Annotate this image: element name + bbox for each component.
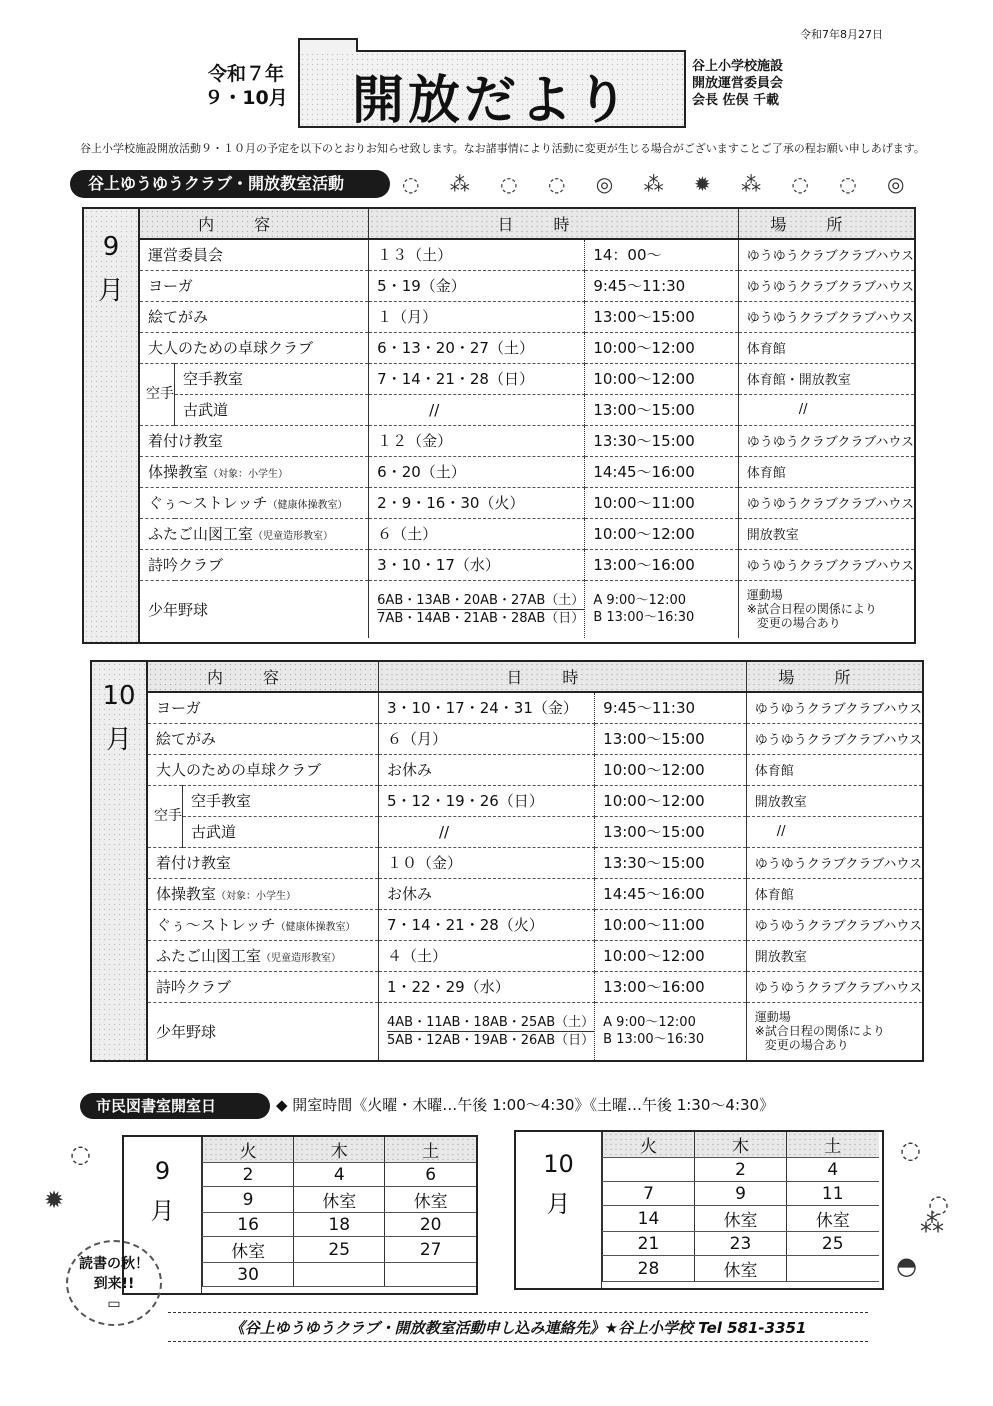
calendar-cell: 28 — [603, 1256, 695, 1282]
time-line-1: A 9:00～12:00 — [603, 1015, 696, 1031]
calendar-cell: 25 — [787, 1232, 879, 1256]
activity-time: 10:00～12:00 — [585, 363, 738, 394]
header-datetime: 日時 — [379, 662, 747, 692]
section-title-club: 谷上ゆうゆうクラブ・開放教室活動 — [70, 170, 390, 198]
place-line-2: ※試合日程の関係により — [746, 602, 877, 617]
issue-months: ９・10月 — [204, 87, 288, 109]
activity-time: 14：00～ — [585, 239, 738, 270]
table-row — [140, 301, 914, 332]
activity-date: 2・9・16・30（火） — [369, 487, 585, 518]
table-row — [140, 394, 914, 425]
calendar-cell — [385, 1263, 476, 1287]
activity-date: ６（土） — [369, 518, 585, 549]
calendar-row — [203, 1163, 477, 1187]
fruit-icon: ◌ — [70, 1140, 91, 1168]
activity-note: （健康体操教室） — [267, 500, 348, 511]
activity-name: ヨーガ — [140, 270, 369, 301]
activity-place: 体育館・開放教室 — [738, 363, 914, 394]
activity-place: ゆうゆうクラブクラブハウス — [738, 301, 914, 332]
activity-time: 10:00～12:00 — [595, 754, 747, 785]
activity-time: 13:00～15:00 — [585, 394, 738, 425]
activity-date: 7・14・21・28（日） — [369, 363, 585, 394]
activity-name: 運営委員会 — [140, 239, 369, 270]
activity-place: 開放教室 — [746, 785, 922, 816]
table-row — [148, 754, 922, 785]
calendar-cell: 27 — [385, 1237, 476, 1263]
table-row — [148, 723, 922, 754]
activity-place: ゆうゆうクラブクラブハウス — [738, 239, 914, 270]
calendar-cell — [787, 1256, 879, 1282]
activity-place: ゆうゆうクラブクラブハウス — [738, 425, 914, 456]
activity-time: 14:45～16:00 — [585, 456, 738, 487]
calendar-cell: 14 — [603, 1206, 695, 1232]
calendar-row — [603, 1206, 879, 1232]
calendar-row — [603, 1182, 879, 1206]
calendar-cell: 16 — [203, 1213, 294, 1237]
activity-time: 13:30～15:00 — [595, 847, 747, 878]
october-library-calendar — [514, 1130, 884, 1290]
calendar-row — [203, 1237, 477, 1263]
september-month-label — [84, 209, 140, 642]
time-line-2: B 13:00～16:30 — [593, 610, 695, 626]
september-library-calendar — [122, 1135, 478, 1295]
october-schedule — [90, 660, 924, 1062]
activity-date: １０（金） — [379, 847, 595, 878]
table-row — [140, 425, 914, 456]
activity-date: ６（月） — [379, 723, 595, 754]
calendar-cell: 休室 — [203, 1237, 294, 1263]
activity-title: 体操教室 — [148, 463, 209, 481]
month-number: 10 — [543, 1150, 574, 1178]
weekday-tue: 火 — [603, 1132, 695, 1158]
calendar-cell: 休室 — [695, 1206, 787, 1232]
place-line-1: 運動場 — [746, 588, 783, 603]
activity-time: 13:00～15:00 — [595, 723, 747, 754]
header-content: 内容 — [148, 662, 379, 692]
intro-text: 谷上小学校施設開放活動９・１０月の予定を以下のとおりお知らせ致します。なお諸事情により活動に変更が生じる場合がございますことご了承の程お願い申しあげます。 — [80, 142, 925, 155]
time-line-2: B 13:00～16:30 — [603, 1032, 705, 1048]
month-kanji: 月 — [150, 1197, 175, 1225]
activity-name — [140, 518, 369, 549]
activity-time: 13:00～15:00 — [595, 816, 747, 847]
activity-note: （対象：小学生） — [216, 891, 297, 902]
weekday-header — [603, 1132, 879, 1158]
calendar-cell: 休室 — [695, 1256, 787, 1282]
activity-name: 大人のための卓球クラブ — [148, 754, 379, 785]
library-month-label — [516, 1132, 602, 1288]
mushroom-icon: ◓ — [896, 1252, 917, 1280]
activity-title: ふたご山図工室 — [148, 525, 254, 543]
activity-time: 10:00～12:00 — [585, 332, 738, 363]
activity-name: 少年野球 — [156, 1022, 217, 1041]
weekday-tue: 火 — [203, 1137, 294, 1163]
place-line-3: 変更の場合あり — [764, 1038, 849, 1053]
activity-note: （児童造形教室） — [253, 531, 334, 542]
activity-title: ぐぅ～ストレッチ — [148, 494, 268, 512]
month-number: 9 — [102, 232, 120, 262]
weekday-header — [203, 1137, 477, 1163]
activity-name: 古武道 — [183, 816, 379, 847]
calendar-cell: 7 — [603, 1182, 695, 1206]
activity-title: 体操教室 — [156, 885, 217, 903]
activity-name — [148, 940, 379, 971]
activity-time: 13:30～15:00 — [585, 425, 738, 456]
activity-name — [140, 456, 369, 487]
activity-date: １２（金） — [369, 425, 585, 456]
month-kanji: 月 — [105, 725, 132, 755]
activity-time: 10:00～12:00 — [595, 785, 747, 816]
place-line-3: 変更の場合あり — [756, 616, 841, 631]
table-row — [148, 847, 922, 878]
karate-group-label: 空手 — [140, 363, 175, 425]
activity-date: // — [369, 394, 585, 425]
activity-name: ヨーガ — [148, 692, 379, 723]
title-box-tab — [298, 38, 358, 52]
calendar-row — [203, 1187, 477, 1213]
book-icon: ▭ — [107, 1296, 121, 1312]
activity-name — [148, 909, 379, 940]
september-schedule — [82, 207, 916, 644]
activity-place: ゆうゆうクラブクラブハウス — [746, 909, 922, 940]
header-content: 内容 — [140, 209, 369, 239]
calendar-cell: 30 — [203, 1263, 294, 1287]
activity-name: 着付け教室 — [140, 425, 369, 456]
calendar-cell: 11 — [787, 1182, 879, 1206]
activity-name — [140, 487, 369, 518]
calendar-cell: 9 — [695, 1182, 787, 1206]
table-row — [140, 456, 914, 487]
activity-place: 開放教室 — [738, 518, 914, 549]
place-line-2: ※試合日程の関係により — [754, 1024, 885, 1039]
activity-place: // — [738, 394, 914, 425]
activity-date: 1・22・29（水） — [379, 971, 595, 1002]
activity-date: 6・13・20・27（土） — [369, 332, 585, 363]
calendar-cell: 2 — [203, 1163, 294, 1187]
activity-date: 6・20（土） — [369, 456, 585, 487]
activity-place: 体育館 — [746, 754, 922, 785]
table-row — [140, 549, 914, 580]
september-library-table — [202, 1137, 476, 1287]
chestnut-icon: ✹ — [44, 1186, 65, 1214]
activity-place: 開放教室 — [746, 940, 922, 971]
calendar-cell: 2 — [695, 1158, 787, 1182]
date-line-1: 6AB・13AB・20AB・27AB（土） — [377, 592, 585, 608]
activity-date — [369, 580, 585, 638]
table-row — [148, 909, 922, 940]
activity-time: 13:00～16:00 — [595, 971, 747, 1002]
table-row — [140, 332, 914, 363]
reading-autumn-bubble — [66, 1240, 162, 1326]
activity-time: 9:45～11:30 — [595, 692, 747, 723]
org-line-2: 開放運営委員会 — [692, 76, 784, 91]
activity-date: 7・14・21・28（火） — [379, 909, 595, 940]
activity-date: 5・12・19・26（日） — [379, 785, 595, 816]
activity-name: 詩吟クラブ — [148, 971, 379, 1002]
issue-date: 令和7年8月27日 — [800, 28, 883, 41]
activity-note: （対象：小学生） — [208, 469, 289, 480]
activity-place — [746, 1002, 922, 1060]
title-box — [298, 50, 686, 131]
time-line-1: A 9:00～12:00 — [593, 593, 686, 609]
date-line-2: 5AB・12AB・19AB・26AB（日） — [387, 1032, 595, 1048]
table-header — [148, 662, 922, 692]
grapes-icon: ⁂ — [920, 1210, 944, 1238]
activity-place: ゆうゆうクラブクラブハウス — [746, 692, 922, 723]
activity-note: （健康体操教室） — [275, 922, 356, 933]
org-line-3: 会長 佐俣 千載 — [692, 93, 780, 108]
calendar-cell: 25 — [294, 1237, 385, 1263]
activity-date: １３（土） — [369, 239, 585, 270]
activity-place: // — [746, 816, 922, 847]
organization — [692, 58, 783, 109]
weekday-thu: 木 — [695, 1132, 787, 1158]
calendar-cell: 21 — [603, 1232, 695, 1256]
calendar-cell: 9 — [203, 1187, 294, 1213]
weekday-sat: 土 — [385, 1137, 476, 1163]
calendar-row — [203, 1263, 477, 1287]
activity-name: 絵てがみ — [148, 723, 379, 754]
activity-time: 10:00～12:00 — [585, 518, 738, 549]
karate-group-label: 空手 — [148, 785, 183, 847]
calendar-cell: 18 — [294, 1213, 385, 1237]
calendar-row — [203, 1213, 477, 1237]
activity-place: ゆうゆうクラブクラブハウス — [746, 847, 922, 878]
activity-date: 3・10・17・24・31（金） — [379, 692, 595, 723]
date-line-2: 7AB・14AB・21AB・28AB（日） — [377, 610, 585, 626]
activity-date — [379, 1002, 595, 1060]
activity-name: 少年野球 — [148, 600, 209, 619]
month-number: 9 — [154, 1157, 171, 1185]
activity-date: 3・10・17（水） — [369, 549, 585, 580]
calendar-cell: 休室 — [294, 1187, 385, 1213]
activity-time — [595, 1002, 747, 1060]
calendar-cell: 休室 — [787, 1206, 879, 1232]
activity-time — [585, 580, 738, 638]
table-row — [140, 518, 914, 549]
activity-date: ４（土） — [379, 940, 595, 971]
activity-time: 10:00～12:00 — [595, 940, 747, 971]
header-datetime: 日時 — [369, 209, 739, 239]
weekday-thu: 木 — [294, 1137, 385, 1163]
calendar-row — [603, 1158, 879, 1182]
activity-time: 14:45～16:00 — [595, 878, 747, 909]
calendar-cell: 6 — [385, 1163, 476, 1187]
issue-year: 令和７年 — [207, 63, 284, 85]
activity-note: （児童造形教室） — [261, 953, 342, 964]
table-row — [148, 878, 922, 909]
table-row-baseball — [140, 580, 914, 638]
table-row — [148, 785, 922, 816]
header-place: 場所 — [746, 662, 922, 692]
fruit-decoration-icons: ◌ ⁂ ◌ ◌ ◎ ⁂ ✹ ⁂ ◌ ◌ ◎ — [402, 172, 917, 196]
activity-name: 大人のための卓球クラブ — [140, 332, 369, 363]
activity-place — [738, 580, 914, 638]
activity-place: 体育館 — [738, 332, 914, 363]
contact-info: 《谷上ゆうゆうクラブ・開放教室活動申し込み連絡先》★谷上小学校 Tel 581-3351 — [168, 1312, 868, 1342]
library-hours: ◆ 開室時間《火曜・木曜…午後 1:00～4:30》《土曜…午後 1:30～4:30》 — [276, 1096, 775, 1114]
table-row — [140, 487, 914, 518]
october-table — [148, 662, 922, 1060]
activity-name: 絵てがみ — [140, 301, 369, 332]
table-row — [148, 971, 922, 1002]
activity-place: ゆうゆうクラブクラブハウス — [746, 723, 922, 754]
calendar-row — [603, 1256, 879, 1282]
table-row — [148, 816, 922, 847]
table-row — [148, 940, 922, 971]
calendar-cell: 4 — [787, 1158, 879, 1182]
section-title-library: 市民図書室開室日 — [80, 1093, 270, 1119]
bubble-line-1: 読書の秋！ — [79, 1256, 149, 1272]
weekday-sat: 土 — [787, 1132, 879, 1158]
table-header — [140, 209, 914, 239]
bubble-line-2: 到来!! — [93, 1276, 135, 1292]
activity-place: ゆうゆうクラブクラブハウス — [738, 487, 914, 518]
october-month-label — [92, 662, 148, 1060]
activity-name: 着付け教室 — [148, 847, 379, 878]
activity-place: 体育館 — [746, 878, 922, 909]
activity-place: ゆうゆうクラブクラブハウス — [738, 270, 914, 301]
activity-place: ゆうゆうクラブクラブハウス — [738, 549, 914, 580]
table-row — [148, 692, 922, 723]
activity-time: 9:45～11:30 — [585, 270, 738, 301]
chestnut-icon: ◌ — [928, 1190, 949, 1218]
table-row — [140, 239, 914, 270]
table-row-baseball — [148, 1002, 922, 1060]
newsletter-title: 開放だより — [351, 71, 632, 131]
activity-time: 13:00～16:00 — [585, 549, 738, 580]
activity-title: ふたご山図工室 — [156, 947, 262, 965]
month-kanji: 月 — [97, 276, 124, 306]
org-line-1: 谷上小学校施設 — [692, 59, 784, 74]
activity-name — [148, 878, 379, 909]
calendar-cell: 休室 — [385, 1187, 476, 1213]
activity-date: お休み — [379, 754, 595, 785]
activity-name: 空手教室 — [175, 363, 369, 394]
calendar-cell: 4 — [294, 1163, 385, 1187]
calendar-cell — [294, 1263, 385, 1287]
calendar-cell — [603, 1158, 695, 1182]
issue-period — [196, 62, 296, 110]
activity-title: ぐぅ～ストレッチ — [156, 916, 276, 934]
calendar-cell: 23 — [695, 1232, 787, 1256]
activity-date: お休み — [379, 878, 595, 909]
header-place: 場所 — [738, 209, 914, 239]
calendar-cell: 20 — [385, 1213, 476, 1237]
calendar-row — [603, 1232, 879, 1256]
activity-place: ゆうゆうクラブクラブハウス — [746, 971, 922, 1002]
activity-date: 5・19（金） — [369, 270, 585, 301]
place-line-1: 運動場 — [754, 1010, 791, 1025]
activity-name: 詩吟クラブ — [140, 549, 369, 580]
fruit-icon: ◌ — [900, 1136, 921, 1164]
table-row — [140, 270, 914, 301]
activity-time: 10:00～11:00 — [595, 909, 747, 940]
table-row — [140, 363, 914, 394]
activity-date: １（月） — [369, 301, 585, 332]
activity-place: 体育館 — [738, 456, 914, 487]
october-library-table — [602, 1132, 879, 1282]
activity-time: 13:00～15:00 — [585, 301, 738, 332]
activity-name: 空手教室 — [183, 785, 379, 816]
activity-date: // — [379, 816, 595, 847]
date-line-1: 4AB・11AB・18AB・25AB（土） — [387, 1014, 595, 1030]
month-number: 10 — [102, 681, 136, 711]
activity-time: 10:00～11:00 — [585, 487, 738, 518]
september-table — [140, 209, 914, 638]
month-kanji: 月 — [546, 1190, 571, 1218]
activity-name: 古武道 — [175, 394, 369, 425]
